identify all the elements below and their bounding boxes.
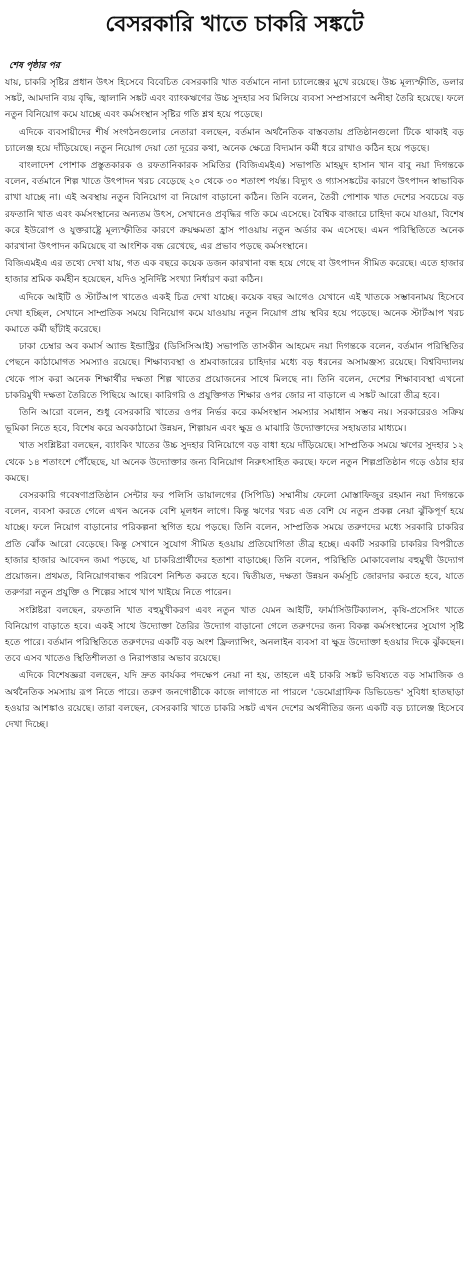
continued-from-label: শেষ পৃষ্ঠার পর [9, 61, 60, 71]
article-body [5, 75, 464, 733]
headline: বেসরকারি খাতে চাকরি সঙ্কটে [105, 11, 364, 37]
article-paragraph: সংশ্লিষ্টরা বলছেন, রফতানি খাত বহুমুখীকরণ এবং নতুন খাত যেমন আইটি, ফার্মাসিউটিক্যালস, কৃষি-প্রসেসিং খাতে বিনিয়োগ বাড়াতে হবে। একই সাথে উদ্যোক্তা তৈরির উদ্যোগ বাড়ানো গেলে তরুণদের জন্য বিকল্প কর্মসংস্থানের সুযোগ সৃষ্টি হতে পারে। বর্তমান পরিস্থিতিতে তরুণদের একটি বড় অংশ ফ্রিল্যান্সিং, অনলাইন ব্যবসা বা ক্ষুদ্র উদ্যোক্তা হওয়ার দিকে ঝুঁকছেন। তবে এসব খাতেও স্থিতিশীলতা ও নিরাপত্তার অভাব রয়েছে। [5, 604, 464, 665]
article-paragraph: এদিকে ব্যবসায়ীদের শীর্ষ সংগঠনগুলোর নেতারা বলছেন, বর্তমান অর্থনৈতিক বাস্তবতায় প্রতিষ্ঠানগুলো টিকে থাকাই বড় চ্যালেঞ্জ হয়ে দাঁড়িয়েছে। নতুন নিয়োগ দেয়া তো দূরের কথা, অনেক ক্ষেত্রে বিদ্যমান কর্মী ধরে রাখাও কঠিন হয়ে পড়ছে। [5, 126, 464, 154]
article-paragraph: বিজিএমইএ এর তথ্যে দেখা যায়, গত এক বছরে কয়েক ডজন কারখানা বন্ধ হয়ে গেছে বা উৎপাদন সীমিত করেছে। এতে হাজার হাজার শ্রমিক কর্মহীন হয়েছেন, যদিও সুনির্দিষ্ট সংখ্যা নির্ধারণ করা কঠিন। [5, 258, 464, 286]
article-paragraph: তিনি আরো বলেন, শুধু বেসরকারি খাতের ওপর নির্ভর করে কর্মসংস্থান সমস্যার সমাধান সম্ভব নয়। সরকারেরও সক্রিয় ভূমিকা নিতে হবে, বিশেষ করে অবকাঠামো উন্নয়ন, শিল্পায়ন এবং ক্ষুদ্র ও মাঝারি উদ্যোক্তাদের সহায়তার মাধ্যমে। [5, 407, 464, 435]
article-paragraph: বাংলাদেশ পোশাক প্রস্তুতকারক ও রফতানিকারক সমিতির (বিজিএমইএ) সভাপতি মাহমুদ হাসান খান বাবু নয়া দিগন্তকে বলেন, বর্তমানে শিল্প খাতে উৎপাদন খরচ বেড়েছে ২০ থেকে ৩০ শতাংশ পর্যন্ত। বিদ্যুৎ ও গ্যাসসঙ্কটের কারণে উৎপাদন স্বাভাবিক রাখা যাচ্ছে না। এই অবস্থায় নতুন বিনিয়োগ বা নিয়োগ বাড়ানো কঠিন। তিনি বলেন, তৈরী পোশাক খাত দেশের সবচেয়ে বড় রফতানি খাত এবং কর্মসংস্থানের অন্যতম উৎস, সেখানেও প্রবৃদ্ধির গতি কমে এসেছে। বৈশ্বিক বাজারে চাহিদা কমে যাওয়া, বিশেষ করে ইউরোপ ও যুক্তরাষ্ট্রে মূল্যস্ফীতির কারণে ক্রয়ক্ষমতা হ্রাস পাওয়ায় নতুন অর্ডার কম এসেছে। এমন পরিস্থিতিতে অনেক কারখানা উৎপাদন কমিয়েছে বা আংশিক বন্ধ রেখেছে, এর প্রভাব পড়ছে কর্মসংস্থানে। [5, 160, 464, 253]
article-paragraph: এদিকে আইটি ও স্টার্টআপ খাতেও একই চিত্র দেখা যাচ্ছে। কয়েক বছর আগেও যেখানে এই খাতকে সম্ভাবনাময় হিসেবে দেখা হচ্ছিল, সেখানে সাম্প্রতিক সময়ে বিনিয়োগ কমে যাওয়ায় নতুন নিয়োগ প্রায় স্থবির হয়ে পড়েছে। অনেক স্টার্টআপ খরচ কমাতে কর্মী ছাঁটাই করেছে। [5, 291, 464, 336]
article-paragraph: খাত সংশ্লিষ্টরা বলছেন, ব্যাংকিং খাতের উচ্চ সুদহার বিনিয়োগে বড় বাধা হয়ে দাঁড়িয়েছে। সাম্প্রতিক সময়ে ঋণের সুদহার ১২ থেকে ১৪ শতাংশে পৌঁছেছে, যা অনেক উদ্যোক্তার জন্য বিনিয়োগ নিরুৎসাহিত করছে। ফলে নতুন শিল্পপ্রতিষ্ঠান গড়ে ওঠার হার কমছে। [5, 440, 464, 484]
article-paragraph: বেসরকারি গবেষণাপ্রতিষ্ঠান সেন্টার ফর পলিসি ডায়ালগের (সিপিডি) সম্মানীয় ফেলো মোস্তাফিজুর রহমান নয়া দিগন্তকে বলেন, ব্যবসা করতে গেলে এখন অনেক বেশি মূলধন লাগে। কিন্তু ঋণের খরচ এত বেশি যে নতুন প্রকল্প নেয়া ঝুঁকিপূর্ণ হয়ে যাচ্ছে। ফলে নিয়োগ বাড়ানোর পরিকল্পনা স্থগিত হয়ে পড়ছে। তিনি বলেন, সাম্প্রতিক সময়ে তরুণদের মধ্যে সরকারি চাকরির প্রতি ঝোঁক আরো বেড়েছে। কিন্তু সেখানে সুযোগ সীমিত হওয়ায় প্রতিযোগিতা তীব্র হচ্ছে। একটি সরকারি চাকরির বিপরীতে হাজার হাজার আবেদন জমা পড়ছে, যা চাকরিপ্রার্থীদের হতাশা বাড়াচ্ছে। তিনি বলেন, পরিস্থিতি মোকাবেলায় বহুমুখী উদ্যোগ প্রয়োজন। প্রথমত, বিনিয়োগবান্ধব পরিবেশ নিশ্চিত করতে হবে। দ্বিতীয়ত, দক্ষতা উন্নয়ন কর্মসূচি জোরদার করতে হবে, যাতে তরুণরা নতুন প্রযুক্তি ও শিল্পের সাথে খাপ খাইয়ে নিতে পারেন। [5, 490, 464, 599]
article-paragraph: যায়, চাকরি সৃষ্টির প্রধান উৎস হিসেবে বিবেচিত বেসরকারি খাত বর্তমানে নানা চ্যালেঞ্জের মুখে রয়েছে। উচ্চ মূল্যস্ফীতি, ডলার সঙ্কট, আমদানি ব্যয় বৃদ্ধি, জ্বালানি সঙ্কট এবং ব্যাংকঋণের উচ্চ সুদহার সব মিলিয়ে ব্যবসা সম্প্রসারণে অনীহা তৈরি হয়েছে। ফলে নতুন বিনিয়োগ কমে যাচ্ছে এবং কর্মসংস্থান সৃষ্টির গতি শ্লথ হয়ে পড়েছে। [5, 77, 464, 121]
article-paragraph: এদিকে বিশেষজ্ঞরা বলছেন, যদি দ্রুত কার্যকর পদক্ষেপ নেয়া না হয়, তাহলে এই চাকরি সঙ্কট ভবিষ্যতে বড় সামাজিক ও অর্থনৈতিক সমস্যায় রূপ নিতে পারে। তরুণ জনগোষ্ঠীকে কাজে লাগাতে না পারলে 'ডেমোগ্রাফিক ডিভিডেন্ড' সুবিধা হাতছাড়া হওয়ার আশঙ্কাও রয়েছে। তারা বলছেন, বেসরকারি খাতে চাকরি সঙ্কট এখন দেশের অর্থনীতির জন্য একটি বড় চ্যালেঞ্জ হিসেবে দেখা দিচ্ছে। [5, 670, 464, 730]
article-paragraph: ঢাকা চেম্বার অব কমার্স অ্যান্ড ইন্ডাস্ট্রির (ডিসিসিআই) সভাপতি তাসকীন আহমেদ নয়া দিগন্তকে বলেন, বর্তমান পরিস্থিতির পেছনে কাঠামোগত সমস্যাও রয়েছে। শিক্ষাব্যবস্থা ও শ্রমবাজারের চাহিদার মধ্যে বড় ধরনের অসামঞ্জস্য রয়েছে। বিশ্ববিদ্যালয় থেকে পাস করা অনেক শিক্ষার্থীর দক্ষতা শিল্প খাতের প্রয়োজনের সাথে মিলছে না। তিনি বলেন, দেশের শিক্ষাব্যবস্থা এখনো চাকরিমুখী দক্ষতা তৈরিতে পিছিয়ে আছে। কারিগরি ও প্রযুক্তিগত শিক্ষার ওপর জোর না বাড়ালে এ সঙ্কট আরো তীব্র হবে। [5, 341, 464, 401]
